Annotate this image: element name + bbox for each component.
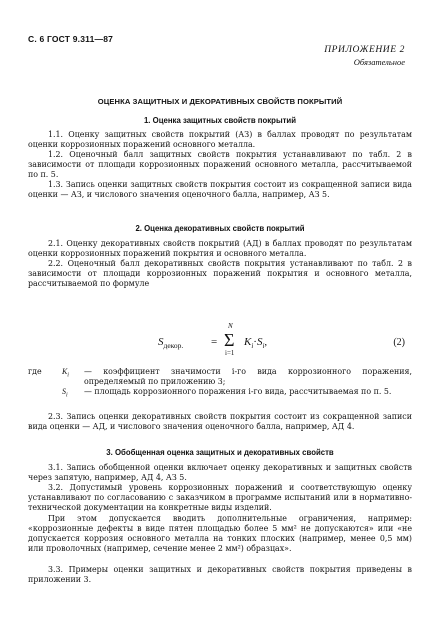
formula-2 <box>158 322 338 360</box>
paragraph-1-2: 1.2. Оценочный балл защитных свойств покрытия устанавливают по табл. 2 в зависимости от площади коррозионных поражений основного металла, рассчитываемой по п. 5. <box>28 150 412 180</box>
definition-row <box>28 367 412 387</box>
formula-number: (2) <box>393 337 405 348</box>
section-2-heading: 2. Оценка декоративных свойств покрытий <box>135 224 305 233</box>
appendix-block <box>324 44 405 68</box>
paragraph-1-3: 1.3. Запись оценки защитных свойств покрытия состоит из сокращенной записи вида оценки — АЗ, и числового значения оценочного балла, например, АЗ 5. <box>28 180 412 200</box>
paragraph-1-1: 1.1. Оценку защитных свойств покрытий (АЗ) в баллах проводят по результатам оценки коррозионных поражений основного металла. <box>28 130 412 150</box>
paragraph-2-3: 2.3. Запись оценки декоративных свойств покрытия состоит из сокращенной записи вида оценки — АД, и числового значения оценочного балла, например, АД 4. <box>28 412 412 432</box>
running-head: С. 6 ГОСТ 9.311—87 <box>28 34 114 44</box>
paragraph-3-1: 3.1. Запись обобщенной оценки включает оценку декоративных и защитных свойств через запятую, например, АД 4, АЗ 5. <box>28 463 412 483</box>
paragraph-3-3: 3.3. Примеры оценки защитных и декоративных свойств покрытия приведены в приложении 3. <box>28 565 412 585</box>
document-title: ОЦЕНКА ЗАЩИТНЫХ И ДЕКОРАТИВНЫХ СВОЙСТВ ПОКРЫТИЙ <box>97 97 343 106</box>
formula-lhs: $S_{декор.}$ <box>158 336 184 351</box>
formula-definitions <box>28 367 412 401</box>
definition-text: — коэффициент значимости i-го вида коррозионного поражения, определяемый по приложению 3; <box>84 367 412 387</box>
definition-row <box>28 387 412 401</box>
paragraph-2-2: 2.2. Оценочный балл декоративных свойств покрытия устанавливают по табл. 2 в зависимости от площади коррозионных поражений покрытия и основного металла, рассчитываемой по формуле <box>28 259 412 289</box>
appendix-status: Обязательное <box>353 57 405 67</box>
definition-symbol: $K_i$ <box>62 367 69 379</box>
formula-sum-lower: i=1 <box>225 349 235 357</box>
sum-icon: Σ <box>224 330 235 350</box>
section-3-heading: 3. Обобщенная оценка защитных и декоративных свойств <box>106 448 334 457</box>
appendix-title: ПРИЛОЖЕНИЕ 2 <box>324 45 405 55</box>
paragraph-3-2: 3.2. Допустимый уровень коррозионных поражений и соответствующую оценку устанавливают по согласованию с заказчиком в программе испытаний или в нормативно-технической документации на конкретные виды изделий. <box>28 483 412 513</box>
formula-rhs: $K_i\cdot S_i$, <box>244 336 268 351</box>
section-1-heading: 1. Оценка защитных свойств покрытий <box>143 116 297 125</box>
formula-sum-upper: N <box>228 322 233 330</box>
paragraph-2-1: 2.1. Оценку декоративных свойств покрытий (АД) в баллах проводят по результатам оценки коррозионных поражений покрытия и основного металла. <box>28 239 412 259</box>
formula-equals: = <box>211 336 218 348</box>
definition-symbol: $S_i$ <box>62 387 68 399</box>
definition-text: — площадь коррозионного поражения i-го вида, рассчитываемая по п. 5. <box>84 387 392 397</box>
where-label: где <box>28 367 42 376</box>
paragraph-3-2-note: При этом допускается вводить дополнительные ограничения, например: «коррозионные дефекты в виде пятен площадью более 5 мм² не допускаются» или «не допускается коррозия основного металла на тонких плоских (например, менее 0,5 мм) или проволочных (например, сечение менее 2 мм²) образцах». <box>28 514 412 554</box>
